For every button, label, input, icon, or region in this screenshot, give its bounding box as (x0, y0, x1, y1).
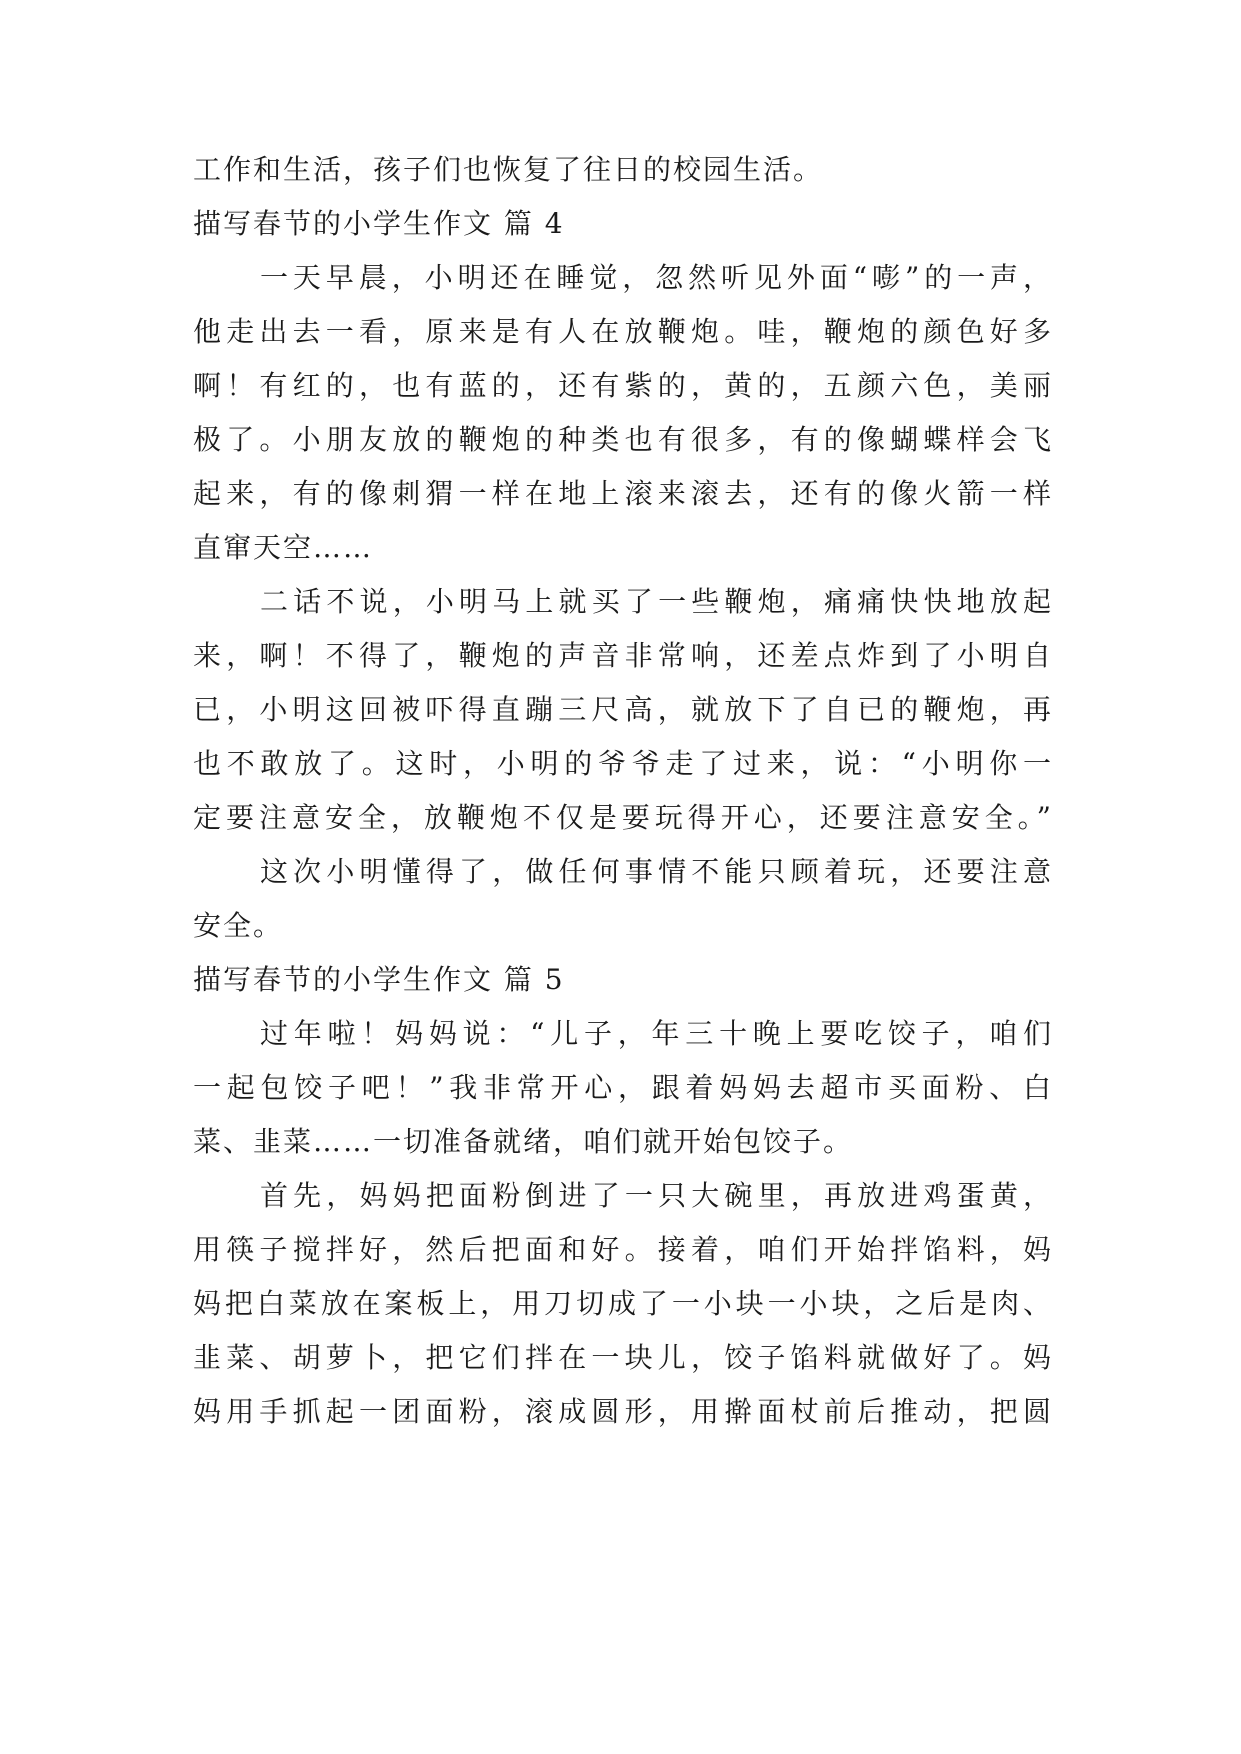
text-line: 首先，妈妈把面粉倒进了一只大碗里，再放进鸡蛋黄， (260, 1179, 1053, 1212)
text-line: 妈用手抓起一团面粉，滚成圆形，用擀面杖前后推动，把圆 (193, 1395, 1053, 1428)
text-line: 直窜天空…… (193, 531, 374, 564)
text-line: 已，小明这回被吓得直蹦三尺高，就放下了自已的鞭炮，再 (193, 693, 1053, 726)
section-heading: 描写春节的小学生作文 篇 5 (193, 963, 565, 996)
text-line: 菜、韭菜……一切准备就绪，咱们就开始包饺子。 (193, 1125, 854, 1158)
section-heading: 描写春节的小学生作文 篇 4 (193, 207, 565, 240)
text-line: 用筷子搅拌好，然后把面和好。接着，咱们开始拌馅料，妈 (193, 1233, 1053, 1266)
text-line: 工作和生活，孩子们也恢复了往日的校园生活。 (193, 153, 824, 186)
text-line: 安全。 (193, 909, 284, 942)
text-line: 啊！有红的，也有蓝的，还有紫的，黄的，五颜六色，美丽 (193, 369, 1053, 402)
text-line: 来，啊！不得了，鞭炮的声音非常响，还差点炸到了小明自 (193, 639, 1053, 672)
text-line: 二话不说，小明马上就买了一些鞭炮，痛痛快快地放起 (260, 585, 1053, 618)
text-line: 他走出去一看，原来是有人在放鞭炮。哇，鞭炮的颜色好多 (193, 315, 1053, 348)
text-line: 韭菜、胡萝卜，把它们拌在一块儿，饺子馅料就做好了。妈 (193, 1341, 1053, 1374)
text-line: 也不敢放了。这时，小明的爷爷走了过来，说：“小明你一 (193, 747, 1053, 780)
text-line: 一天早晨，小明还在睡觉，忽然听见外面“嘭”的一声， (260, 261, 1053, 294)
text-line: 起来，有的像刺猬一样在地上滚来滚去，还有的像火箭一样 (193, 477, 1053, 510)
text-line: 定要注意安全，放鞭炮不仅是要玩得开心，还要注意安全。” (193, 801, 1053, 834)
text-line: 过年啦！妈妈说：“儿子，年三十晚上要吃饺子，咱们 (260, 1017, 1053, 1050)
text-line: 妈把白菜放在案板上，用刀切成了一小块一小块，之后是肉、 (193, 1287, 1053, 1320)
text-line: 极了。小朋友放的鞭炮的种类也有很多，有的像蝴蝶样会飞 (193, 423, 1053, 456)
text-line: 这次小明懂得了，做任何事情不能只顾着玩，还要注意 (260, 855, 1053, 888)
text-line: 一起包饺子吧！”我非常开心，跟着妈妈去超市买面粉、白 (193, 1071, 1053, 1104)
